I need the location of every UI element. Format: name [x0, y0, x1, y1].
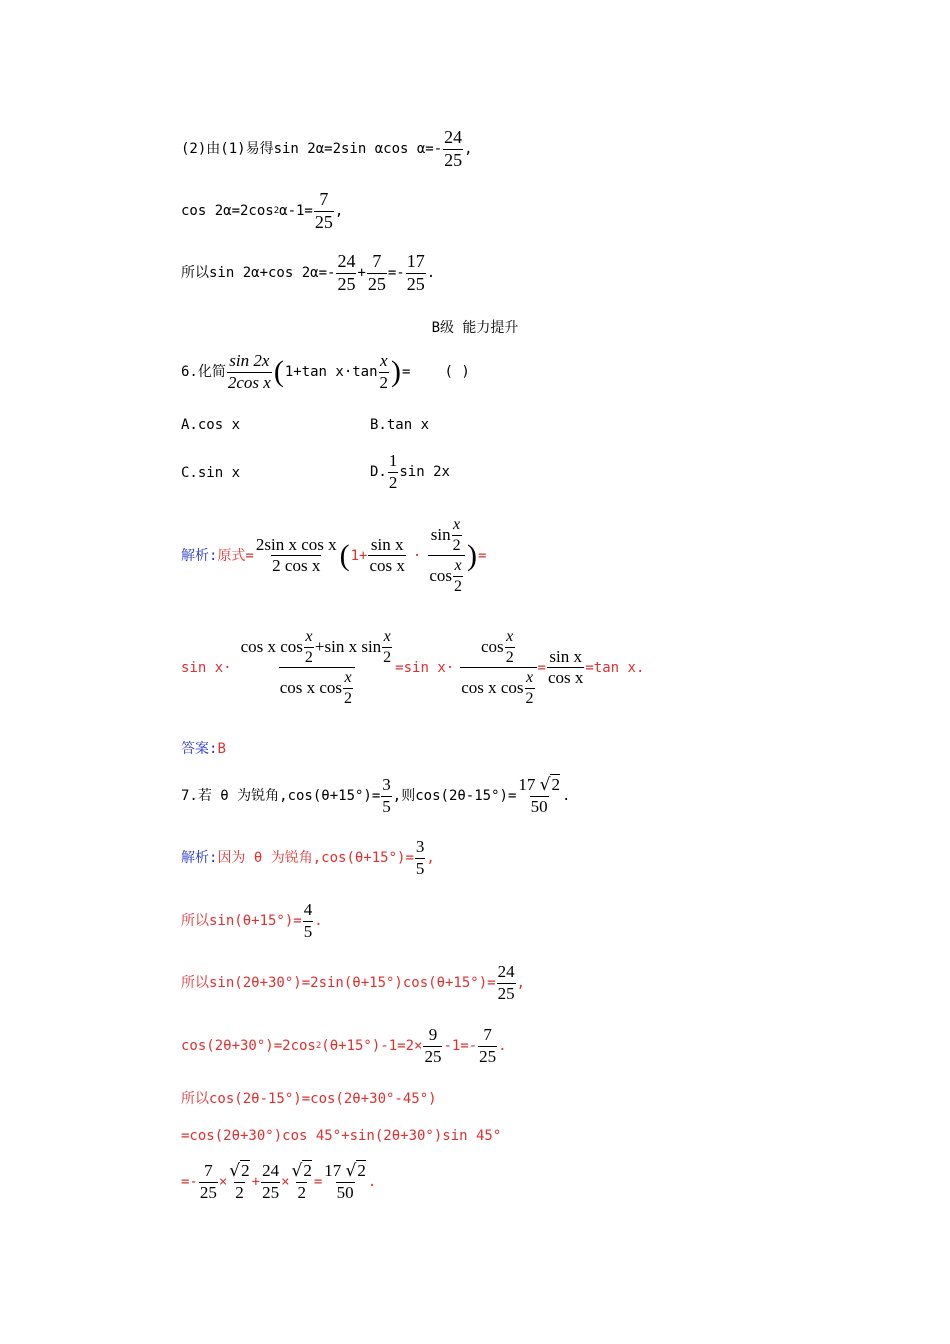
- fraction: [323, 1162, 367, 1202]
- fraction: [343, 669, 353, 707]
- solution-7-line4: [181, 1026, 507, 1066]
- text: ,: [464, 141, 473, 158]
- text: cos: [481, 636, 504, 656]
- radicand: 2: [241, 1161, 250, 1180]
- answer-value: B: [217, 741, 226, 757]
- text: 17: [324, 1161, 342, 1180]
- numerator: [480, 628, 517, 667]
- fraction: [303, 901, 314, 941]
- fraction: [261, 1162, 280, 1202]
- numerator: 7: [204, 1161, 213, 1180]
- text: =: [402, 364, 411, 381]
- denominator: 50: [530, 796, 548, 816]
- denominator: 2: [379, 372, 389, 392]
- text: 17: [518, 775, 536, 794]
- superscript: 2: [273, 205, 280, 216]
- text: cos 2α=2cos: [181, 203, 274, 220]
- denominator: 25: [406, 273, 425, 294]
- numerator: [430, 516, 464, 555]
- text: +: [357, 265, 366, 282]
- denominator: 2: [452, 536, 461, 554]
- denominator: 2: [297, 1182, 306, 1202]
- text: .: [367, 1174, 377, 1191]
- fraction: [314, 190, 334, 233]
- denominator: 25: [497, 983, 515, 1003]
- numerator: [240, 628, 395, 667]
- text: (θ+15°)-1=2×: [321, 1038, 423, 1055]
- denominator: 25: [262, 1182, 280, 1202]
- text: -1=-: [443, 1038, 478, 1055]
- denominator: 2: [388, 472, 398, 492]
- denominator: 5: [382, 796, 391, 816]
- numerator: 9: [428, 1025, 438, 1044]
- text: D.: [370, 464, 387, 481]
- fraction: [199, 1162, 218, 1202]
- numerator: x: [454, 557, 462, 575]
- numerator: sin x: [370, 534, 404, 554]
- sqrt-symbol: √: [345, 1161, 357, 1181]
- text: =: [537, 659, 546, 676]
- numerator: x: [383, 628, 391, 645]
- fraction: [452, 516, 462, 554]
- solution-label: 解析:: [181, 547, 218, 564]
- option-b: B.tan x: [370, 417, 430, 433]
- text: .: [561, 788, 571, 805]
- fraction: [423, 1026, 442, 1066]
- paren: ): [391, 355, 402, 389]
- fraction: [228, 1162, 250, 1202]
- fraction: [406, 252, 426, 295]
- fraction: [415, 838, 426, 878]
- numerator: 1: [388, 451, 398, 470]
- paren: (: [339, 538, 350, 572]
- text: +sin x sin: [314, 636, 382, 656]
- solution-7-line3: [181, 963, 525, 1003]
- text: sin: [430, 524, 451, 544]
- numerator: x: [453, 516, 461, 533]
- denominator: 2 cos x: [272, 556, 321, 576]
- numerator: [323, 1162, 367, 1182]
- denominator: 2: [505, 648, 514, 666]
- denominator: 2: [525, 689, 534, 707]
- fraction: [505, 628, 515, 666]
- denominator: 2: [383, 648, 392, 666]
- fraction: [478, 1026, 497, 1066]
- numerator: 24: [262, 1161, 280, 1180]
- text: cos x cos: [461, 677, 524, 697]
- numerator: 24: [337, 251, 356, 271]
- text: ,则cos(2θ-15°)=: [392, 788, 517, 805]
- text: cos x cos: [240, 636, 303, 656]
- numerator: [517, 776, 561, 796]
- numerator: x: [525, 669, 534, 687]
- denominator: 25: [479, 1046, 497, 1066]
- numerator: sin 2x: [229, 351, 270, 370]
- fraction: [497, 963, 516, 1003]
- numerator: 7: [483, 1025, 492, 1044]
- sqrt-symbol: √: [291, 1161, 303, 1181]
- compound-fraction: [240, 628, 395, 707]
- paren: ): [467, 538, 478, 572]
- denominator: cos x: [547, 668, 584, 688]
- denominator: 25: [199, 1182, 217, 1202]
- answer-blank: ( ): [444, 364, 470, 381]
- text: =-: [387, 265, 405, 282]
- denominator: 25: [444, 149, 463, 170]
- text: ×: [218, 1174, 228, 1191]
- fraction: [255, 536, 338, 576]
- denominator: 2: [344, 689, 353, 707]
- text: cos x cos: [279, 677, 343, 697]
- text-line-sum: [181, 252, 435, 295]
- text: 7.若 θ 为锐角,cos(θ+15°)=: [181, 788, 381, 805]
- solution-7-line5: 所以cos(2θ-15°)=cos(2θ+30°-45°): [181, 1091, 437, 1107]
- numerator: 17: [406, 251, 425, 271]
- denominator: 25: [367, 273, 386, 294]
- text: =: [478, 547, 487, 564]
- fraction: [368, 536, 405, 576]
- fraction: [367, 252, 387, 295]
- paren: (: [273, 355, 284, 389]
- denominator: 50: [336, 1182, 354, 1202]
- numerator: 24: [497, 962, 515, 981]
- text: .: [426, 265, 436, 282]
- solution-6-line1: [181, 516, 486, 595]
- solution-label: 解析:: [181, 850, 218, 867]
- radicand: 2: [551, 775, 560, 794]
- denominator: 5: [415, 858, 425, 878]
- denominator: [279, 667, 355, 707]
- solution-7-line2: [181, 901, 323, 941]
- text: 6.化简: [181, 364, 226, 381]
- fraction: [381, 776, 392, 816]
- denominator: 25: [424, 1046, 442, 1066]
- fraction: [379, 352, 390, 392]
- denominator: 5: [303, 921, 313, 941]
- text: 原式=: [217, 547, 254, 564]
- text: +: [251, 1174, 261, 1191]
- text: =-: [181, 1174, 198, 1191]
- numerator: 7: [372, 251, 382, 271]
- fraction: [388, 452, 399, 492]
- text: α-1=: [279, 203, 313, 220]
- text: sin x·: [181, 659, 232, 676]
- text: sin 2x: [399, 464, 450, 481]
- compound-fraction: [428, 516, 465, 595]
- text: ,: [426, 850, 435, 867]
- option-a: A.cos x: [181, 417, 241, 433]
- compound-fraction: [460, 628, 536, 707]
- numerator: [291, 1162, 313, 1182]
- numerator: x: [305, 628, 313, 645]
- text: =sin x·: [395, 659, 455, 676]
- answer-6: [181, 742, 226, 756]
- text: .: [314, 913, 323, 930]
- denominator: [428, 555, 465, 595]
- fraction: [453, 557, 463, 595]
- numerator: sin x: [549, 646, 582, 666]
- sqrt-symbol: √: [539, 775, 551, 795]
- answer-label: 答案:: [181, 741, 218, 757]
- solution-7-line6: =cos(2θ+30°)cos 45°+sin(2θ+30°)sin 45°: [181, 1128, 502, 1144]
- text: ×: [281, 1174, 290, 1191]
- text: =: [313, 1174, 323, 1191]
- text: 所以sin 2α+cos 2α=-: [181, 265, 336, 282]
- fraction: [382, 628, 392, 666]
- denominator: 25: [337, 273, 356, 294]
- radicand: 2: [357, 1161, 366, 1180]
- fraction: [227, 352, 272, 392]
- text: 1+: [350, 547, 368, 564]
- text: (2)由(1)易得sin 2α=2sin αcos α=-: [181, 141, 443, 158]
- question-6: [181, 352, 470, 392]
- text: ,: [334, 203, 344, 220]
- denominator: [460, 667, 536, 707]
- fraction: [291, 1162, 313, 1202]
- superscript: 2: [315, 1040, 322, 1051]
- denominator: 25: [314, 211, 333, 232]
- numerator: 24: [444, 127, 463, 147]
- fraction: [336, 252, 356, 295]
- denominator: 2: [304, 648, 313, 666]
- denominator: 2: [454, 577, 463, 595]
- solution-6-line2: [181, 628, 644, 707]
- section-title: B级 能力提升: [431, 320, 519, 336]
- numerator: 3: [382, 775, 391, 794]
- fraction: [517, 776, 561, 816]
- text: ,: [516, 975, 526, 992]
- denominator: cos x: [369, 556, 405, 576]
- text: 1+tan x·tan: [284, 364, 378, 381]
- solution-7-line7: [181, 1162, 376, 1202]
- text: ·: [412, 547, 422, 564]
- text-line-sin2a: [181, 128, 473, 171]
- text: =tan x.: [585, 659, 645, 676]
- numerator: [228, 1162, 250, 1182]
- text: 所以sin(θ+15°)=: [181, 913, 302, 930]
- fraction: [443, 128, 463, 171]
- solution-7-line1: [181, 838, 435, 878]
- text: 因为 θ 为锐角,cos(θ+15°)=: [217, 850, 414, 867]
- question-7: [181, 776, 570, 816]
- numerator: 4: [303, 900, 313, 919]
- numerator: x: [344, 669, 352, 687]
- text: cos(2θ+30°)=2cos: [181, 1038, 316, 1055]
- sqrt-symbol: √: [229, 1161, 241, 1181]
- text: cos: [429, 565, 453, 585]
- numerator: 7: [319, 189, 329, 209]
- numerator: 3: [415, 837, 425, 856]
- numerator: x: [506, 628, 514, 645]
- text: 所以sin(2θ+30°)=2sin(θ+15°)cos(θ+15°)=: [181, 975, 496, 992]
- text: .: [498, 1038, 507, 1055]
- option-c: C.sin x: [181, 465, 241, 481]
- fraction: [547, 648, 584, 688]
- numerator: 2sin x cos x: [255, 534, 337, 554]
- text-line-cos2a: [181, 190, 343, 233]
- fraction: [304, 628, 314, 666]
- option-d: [370, 452, 450, 492]
- denominator: 2cos x: [227, 372, 271, 392]
- radicand: 2: [303, 1161, 312, 1180]
- denominator: 2: [235, 1182, 244, 1202]
- fraction: [525, 669, 535, 707]
- numerator: x: [380, 351, 388, 370]
